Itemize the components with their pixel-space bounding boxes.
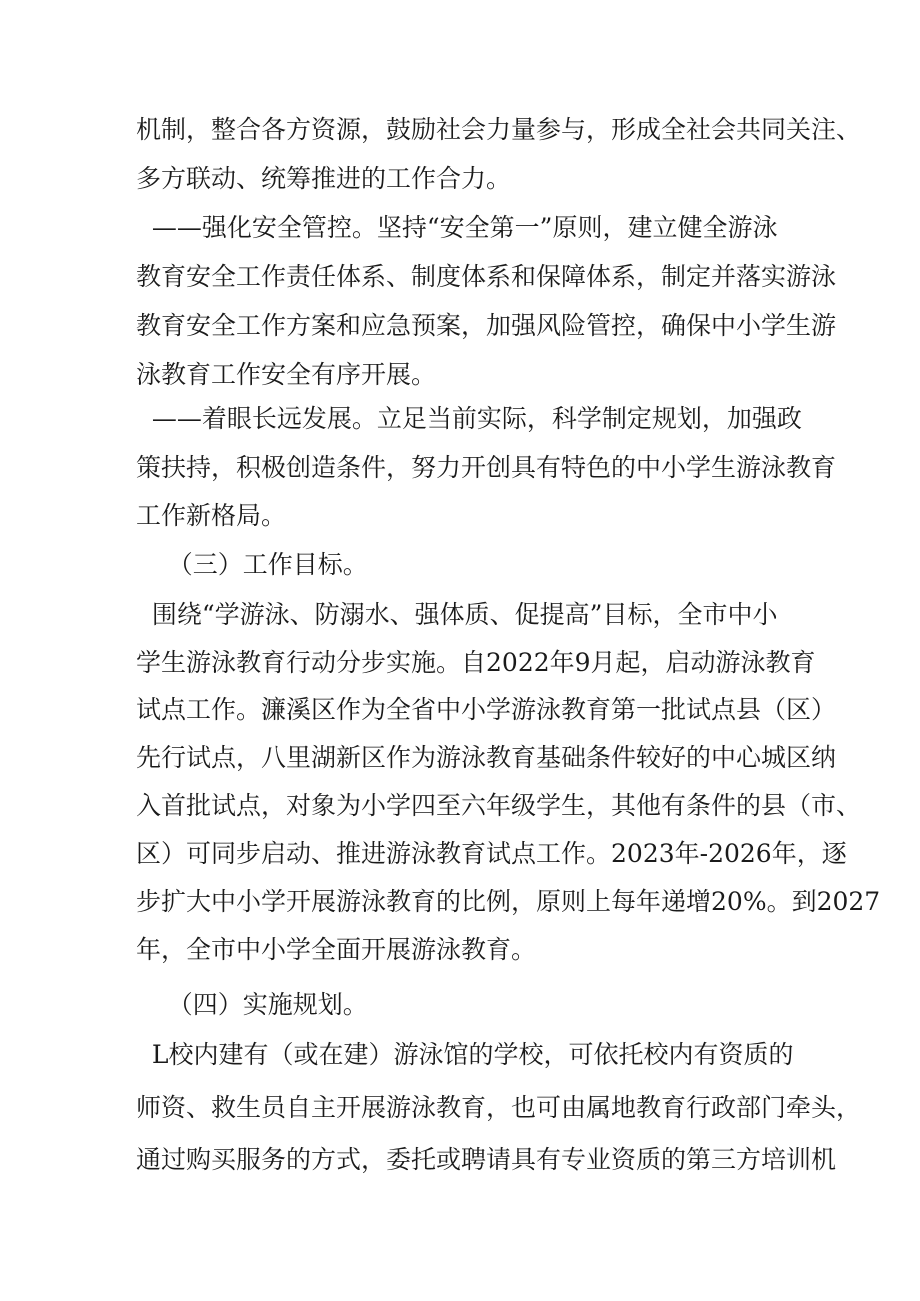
paragraph-line: 区）可同步启动、推进游泳教育试点工作。2023年-2026年，逐 xyxy=(136,839,847,868)
paragraph-line: 试点工作。濂溪区作为全省中小学游泳教育第一批试点县（区） xyxy=(136,695,837,724)
paragraph-line: 策扶持，积极创造条件，努力开创具有特色的中小学生游泳教育 xyxy=(136,453,837,482)
paragraph-line: ——强化安全管控。坚持“安全第一”原则，建立健全游泳 xyxy=(136,213,778,242)
paragraph-line: 机制，整合各方资源，鼓励社会力量参与，形成全社会共同关注、 xyxy=(136,115,862,144)
paragraph-line: 通过购买服务的方式，委托或聘请具有专业资质的第三方培训机 xyxy=(136,1145,837,1174)
paragraph-line: 先行试点，八里湖新区作为游泳教育基础条件较好的中心城区纳 xyxy=(136,743,837,772)
paragraph-line: 步扩大中小学开展游泳教育的比例，原则上每年递增20%。到2027 xyxy=(136,887,881,916)
paragraph-line: 年，全市中小学全面开展游泳教育。 xyxy=(136,935,537,964)
paragraph-line: 学生游泳教育行动分步实施。自2022年9月起，启动游泳教育 xyxy=(136,648,816,677)
section-heading: （三）工作目标。 xyxy=(136,550,368,579)
paragraph-line: 教育安全工作方案和应急预案，加强风险管控，确保中小学生游 xyxy=(136,311,837,340)
paragraph-line: ——着眼长远发展。立足当前实际，科学制定规划，加强政 xyxy=(136,404,802,433)
paragraph-line: 教育安全工作责任体系、制度体系和保障体系，制定并落实游泳 xyxy=(136,262,837,291)
paragraph-line: 入首批试点，对象为小学四至六年级学生，其他有条件的县（市、 xyxy=(136,791,862,820)
paragraph-line: 围绕“学游泳、防溺水、强体质、促提高”目标，全市中小 xyxy=(136,600,778,629)
paragraph-line: 多方联动、统筹推进的工作合力。 xyxy=(136,164,512,193)
paragraph-line: 工作新格局。 xyxy=(136,501,287,530)
paragraph-line: 泳教育工作安全有序开展。 xyxy=(136,360,437,389)
section-heading: （四）实施规划。 xyxy=(136,990,368,1019)
paragraph-line: 师资、救生员自主开展游泳教育，也可由属地教育行政部门牵头， xyxy=(136,1093,862,1122)
paragraph-line: L校内建有（或在建）游泳馆的学校，可依托校内有资质的 xyxy=(136,1040,794,1069)
